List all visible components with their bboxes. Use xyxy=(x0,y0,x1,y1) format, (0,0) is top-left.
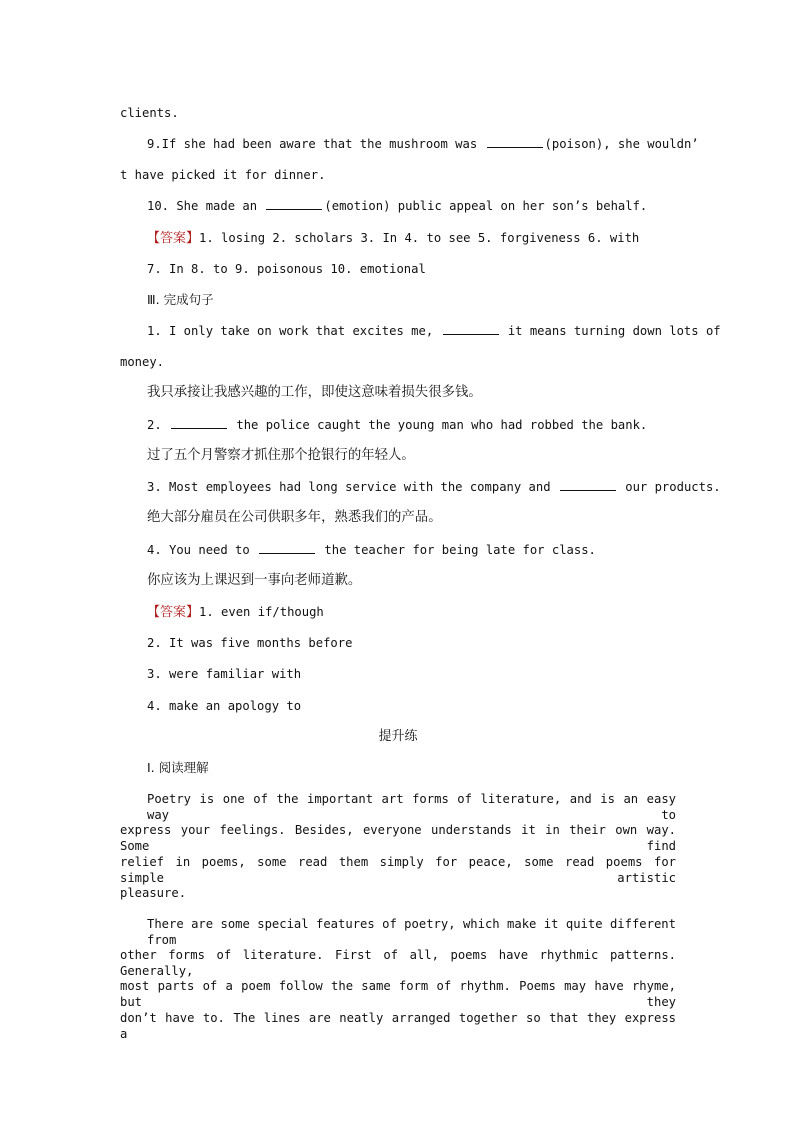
answer-key-2-line-2: 2. It was five months before xyxy=(147,636,353,650)
sentence-2: 2. the police caught the young man who had robbed the bank. xyxy=(147,418,648,432)
sentence-1-translation: 我只承接让我感兴趣的工作，即使这意味着损失很多钱。 xyxy=(147,385,482,400)
answer-tag: 【答案】 xyxy=(147,605,200,620)
paragraph-1-line: relief in poems, some read them simply for peace, some read poems for simple artistic xyxy=(120,855,676,885)
answer-blank[interactable] xyxy=(487,136,543,148)
question-9-line-2: t have picked it for dinner. xyxy=(120,168,326,182)
paragraph-1-line: pleasure. xyxy=(120,886,187,900)
answer-blank[interactable] xyxy=(443,323,499,335)
sentence-3-translation: 绝大部分雇员在公司供职多年，熟悉我们的产品。 xyxy=(147,510,442,525)
paragraph-1-line: Poetry is one of the important art forms of literature, and is an easy way to xyxy=(147,792,676,822)
answer-key-2-line-1: 【答案】1. even if/though xyxy=(147,605,324,620)
answer-blank[interactable] xyxy=(266,198,322,210)
answer-key-2-line-4: 4. make an apology to xyxy=(147,699,302,713)
paragraph-2-line: don’t have to. The lines are neatly arranged together so that they express a xyxy=(120,1011,676,1041)
section-heading-complete-sentences: Ⅲ. 完成句子 xyxy=(147,292,214,307)
paragraph-1-line: express your feelings. Besides, everyone understands it in their own way. Some find xyxy=(120,823,676,853)
sentence-3: 3. Most employees had long service with the company and our products. xyxy=(147,480,721,494)
paragraph-2-line: other forms of literature. First of all, poems have rhythmic patterns. Generally, xyxy=(120,948,676,978)
answer-blank[interactable] xyxy=(259,542,315,554)
section-heading-reading: Ⅰ. 阅读理解 xyxy=(147,760,209,775)
answer-blank[interactable] xyxy=(560,479,616,491)
answer-key-line-1: 【答案】1. losing 2. scholars 3. In 4. to see 5. forgiveness 6. with xyxy=(147,231,640,246)
section-title-advanced-practice: 提升练 xyxy=(378,729,418,744)
sentence-4: 4. You need to the teacher for being late for class. xyxy=(147,543,596,557)
answer-tag: 【答案】 xyxy=(147,231,200,246)
answer-key-line-2: 7. In 8. to 9. poisonous 10. emotional xyxy=(147,262,426,276)
question-9-line-1: 9.If she had been aware that the mushroom was (poison), she wouldn’ xyxy=(147,137,699,151)
paragraph-2-line: There are some special features of poetry, which make it quite different from xyxy=(147,917,676,947)
sentence-2-translation: 过了五个月警察才抓住那个抢银行的年轻人。 xyxy=(147,448,415,463)
paragraph-2-line: most parts of a poem follow the same form of rhythm. Poems may have rhyme, but they xyxy=(120,979,676,1009)
question-10: 10. She made an (emotion) public appeal on her son’s behalf. xyxy=(147,199,648,213)
sentence-1-line-2: money. xyxy=(120,355,165,369)
sentence-1-line-1: 1. I only take on work that excites me, it means turning down lots of xyxy=(147,324,721,338)
answer-blank[interactable] xyxy=(171,417,227,429)
sentence-4-translation: 你应该为上课迟到一事向老师道歉。 xyxy=(147,573,362,588)
answer-key-2-line-3: 3. were familiar with xyxy=(147,667,302,681)
text-line: clients. xyxy=(120,106,179,120)
